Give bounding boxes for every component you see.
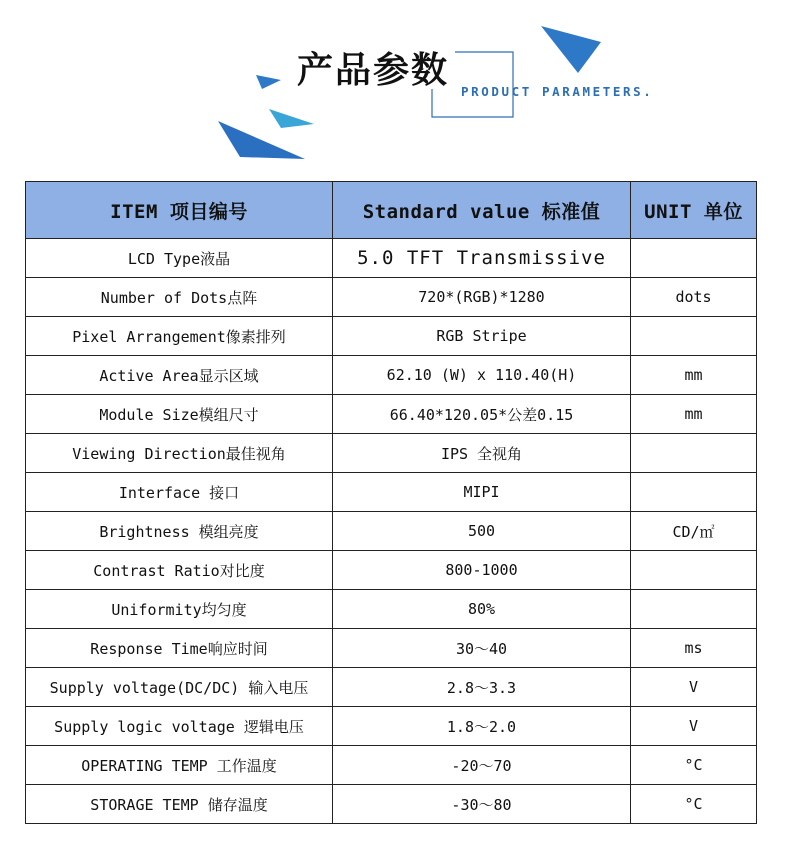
cell-value: 1.8～2.0: [333, 707, 631, 746]
table-header-row: [26, 182, 757, 239]
cell-value: -30～80: [333, 785, 631, 824]
table-row: [26, 707, 757, 746]
table-row: [26, 356, 757, 395]
cell-value: 30～40: [333, 629, 631, 668]
column-header-item: ITEM 项目编号: [26, 182, 333, 239]
triangle-large-bottom-left: [218, 121, 305, 159]
cell-unit: [631, 551, 757, 590]
table-row: [26, 590, 757, 629]
cell-value: IPS 全视角: [333, 434, 631, 473]
table-row: [26, 473, 757, 512]
cell-unit: V: [631, 707, 757, 746]
cell-item: Response Time响应时间: [26, 629, 333, 668]
cell-unit: ms: [631, 629, 757, 668]
cell-unit: [631, 239, 757, 278]
triangle-large-top-right: [541, 26, 601, 73]
page-header: [0, 0, 790, 180]
cell-item: Interface 接口: [26, 473, 333, 512]
cell-value: 5.0 TFT Transmissive: [333, 239, 631, 278]
cell-unit: [631, 317, 757, 356]
page-subtitle: PRODUCT PARAMETERS.: [461, 84, 654, 99]
cell-unit: dots: [631, 278, 757, 317]
cell-item: Supply logic voltage 逻辑电压: [26, 707, 333, 746]
column-header-unit: UNIT 单位: [631, 182, 757, 239]
triangle-small-left: [256, 75, 281, 89]
table-row: [26, 551, 757, 590]
cell-unit: [631, 434, 757, 473]
table-row: [26, 317, 757, 356]
cell-unit: [631, 590, 757, 629]
cell-unit: mm: [631, 356, 757, 395]
cell-value: 66.40*120.05*公差0.15: [333, 395, 631, 434]
cell-value: 62.10 (W) x 110.40(H): [333, 356, 631, 395]
table-row: [26, 668, 757, 707]
cell-item: LCD Type液晶: [26, 239, 333, 278]
cell-value: 720*(RGB)*1280: [333, 278, 631, 317]
cell-unit: °C: [631, 785, 757, 824]
cell-item: Active Area显示区域: [26, 356, 333, 395]
cell-value: 500: [333, 512, 631, 551]
cell-unit: V: [631, 668, 757, 707]
cell-value: 800-1000: [333, 551, 631, 590]
page-title: 产品参数: [297, 50, 450, 91]
cell-item: OPERATING TEMP 工作温度: [26, 746, 333, 785]
cell-unit: °C: [631, 746, 757, 785]
parameters-table: [25, 181, 757, 824]
triangle-light-middle: [269, 109, 314, 128]
table-row: [26, 434, 757, 473]
cell-item: Module Size模组尺寸: [26, 395, 333, 434]
table-row: [26, 746, 757, 785]
table-row: [26, 785, 757, 824]
cell-value: MIPI: [333, 473, 631, 512]
cell-value: 80%: [333, 590, 631, 629]
cell-item: Viewing Direction最佳视角: [26, 434, 333, 473]
cell-item: Contrast Ratio对比度: [26, 551, 333, 590]
cell-value: -20～70: [333, 746, 631, 785]
cell-item: STORAGE TEMP 储存温度: [26, 785, 333, 824]
table-row: [26, 239, 757, 278]
cell-value: RGB Stripe: [333, 317, 631, 356]
cell-item: Uniformity均匀度: [26, 590, 333, 629]
cell-value: 2.8～3.3: [333, 668, 631, 707]
table-row: [26, 278, 757, 317]
cell-unit: CD/㎡: [631, 512, 757, 551]
cell-item: Number of Dots点阵: [26, 278, 333, 317]
cell-item: Brightness 模组亮度: [26, 512, 333, 551]
table-row: [26, 629, 757, 668]
table-row: [26, 512, 757, 551]
cell-unit: mm: [631, 395, 757, 434]
table-row: [26, 395, 757, 434]
cell-item: Pixel Arrangement像素排列: [26, 317, 333, 356]
column-header-value: Standard value 标准值: [333, 182, 631, 239]
cell-unit: [631, 473, 757, 512]
cell-item: Supply voltage(DC/DC) 输入电压: [26, 668, 333, 707]
